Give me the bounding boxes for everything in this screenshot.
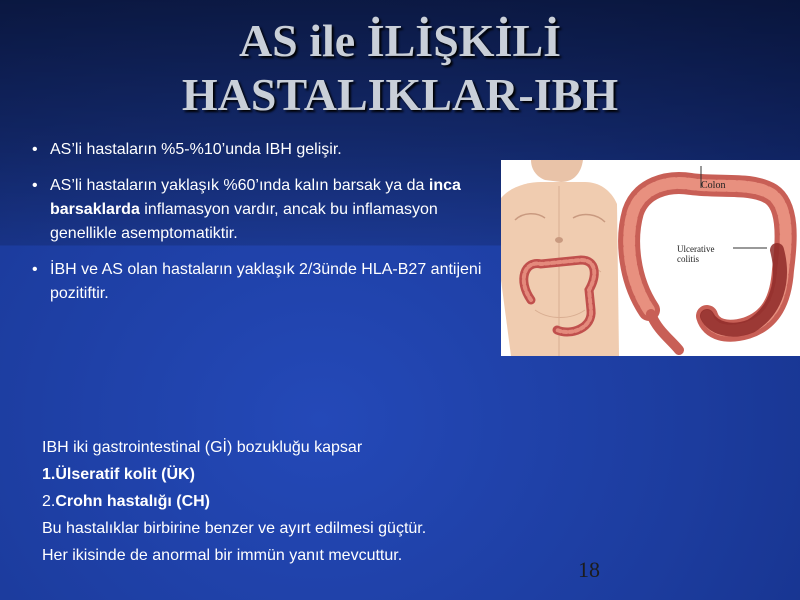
ulcerative-label-line1: Ulcerative [677, 244, 715, 254]
bullet-item [30, 138, 490, 162]
summary-line: Her ikisinde de anormal bir immün yanıt mevcuttur. [42, 547, 403, 564]
bullet-text: AS’li hastaların %5-%10’unda IBH gelişir. [50, 141, 342, 158]
colon-label: Colon [701, 180, 726, 191]
torso-figure [501, 160, 619, 356]
page-number: 18 [578, 557, 600, 582]
bullet-bold-text: inca barsaklarda [50, 177, 461, 218]
colon-anatomy-image [501, 160, 800, 356]
summary-item-1-text: 1.Ülseratif kolit (ÜK) [42, 466, 195, 483]
summary-line: Bu hastalıklar birbirine benzer ve ayırt edilmesi güçtür. [42, 520, 427, 537]
bullet-item [30, 258, 490, 306]
summary-item-2-number: 2. [42, 493, 56, 510]
summary-item-2 [42, 488, 562, 515]
ulcerative-label-line2: colitis [677, 254, 699, 264]
summary-item-1 [42, 461, 562, 488]
bullet-item [30, 174, 490, 246]
summary-text-block [42, 434, 562, 569]
summary-line: IBH iki gastrointestinal (Gİ) bozukluğu kapsar [42, 439, 363, 456]
colon-detail [629, 166, 786, 350]
title-line-1: AS ile İLİŞKİLİ [238, 15, 562, 66]
bullet-list [30, 138, 490, 318]
bullet-text: İBH ve AS olan hastaların yaklaşık 2/3ünde HLA-B27 antijeni pozitiftir. [50, 261, 482, 302]
slide-title [0, 14, 800, 122]
title-line-2: HASTALIKLAR-IBH [181, 69, 619, 120]
bullet-text: AS’li hastaların yaklaşık %60’ında kalın barsak ya da [50, 177, 425, 194]
summary-item-2-text: Crohn hastalığı (CH) [55, 493, 211, 510]
colon-illustration [501, 160, 800, 356]
bullet-text: inflamasyon vardır, ancak bu inflamasyon genellikle asemptomatiktir. [50, 201, 438, 242]
